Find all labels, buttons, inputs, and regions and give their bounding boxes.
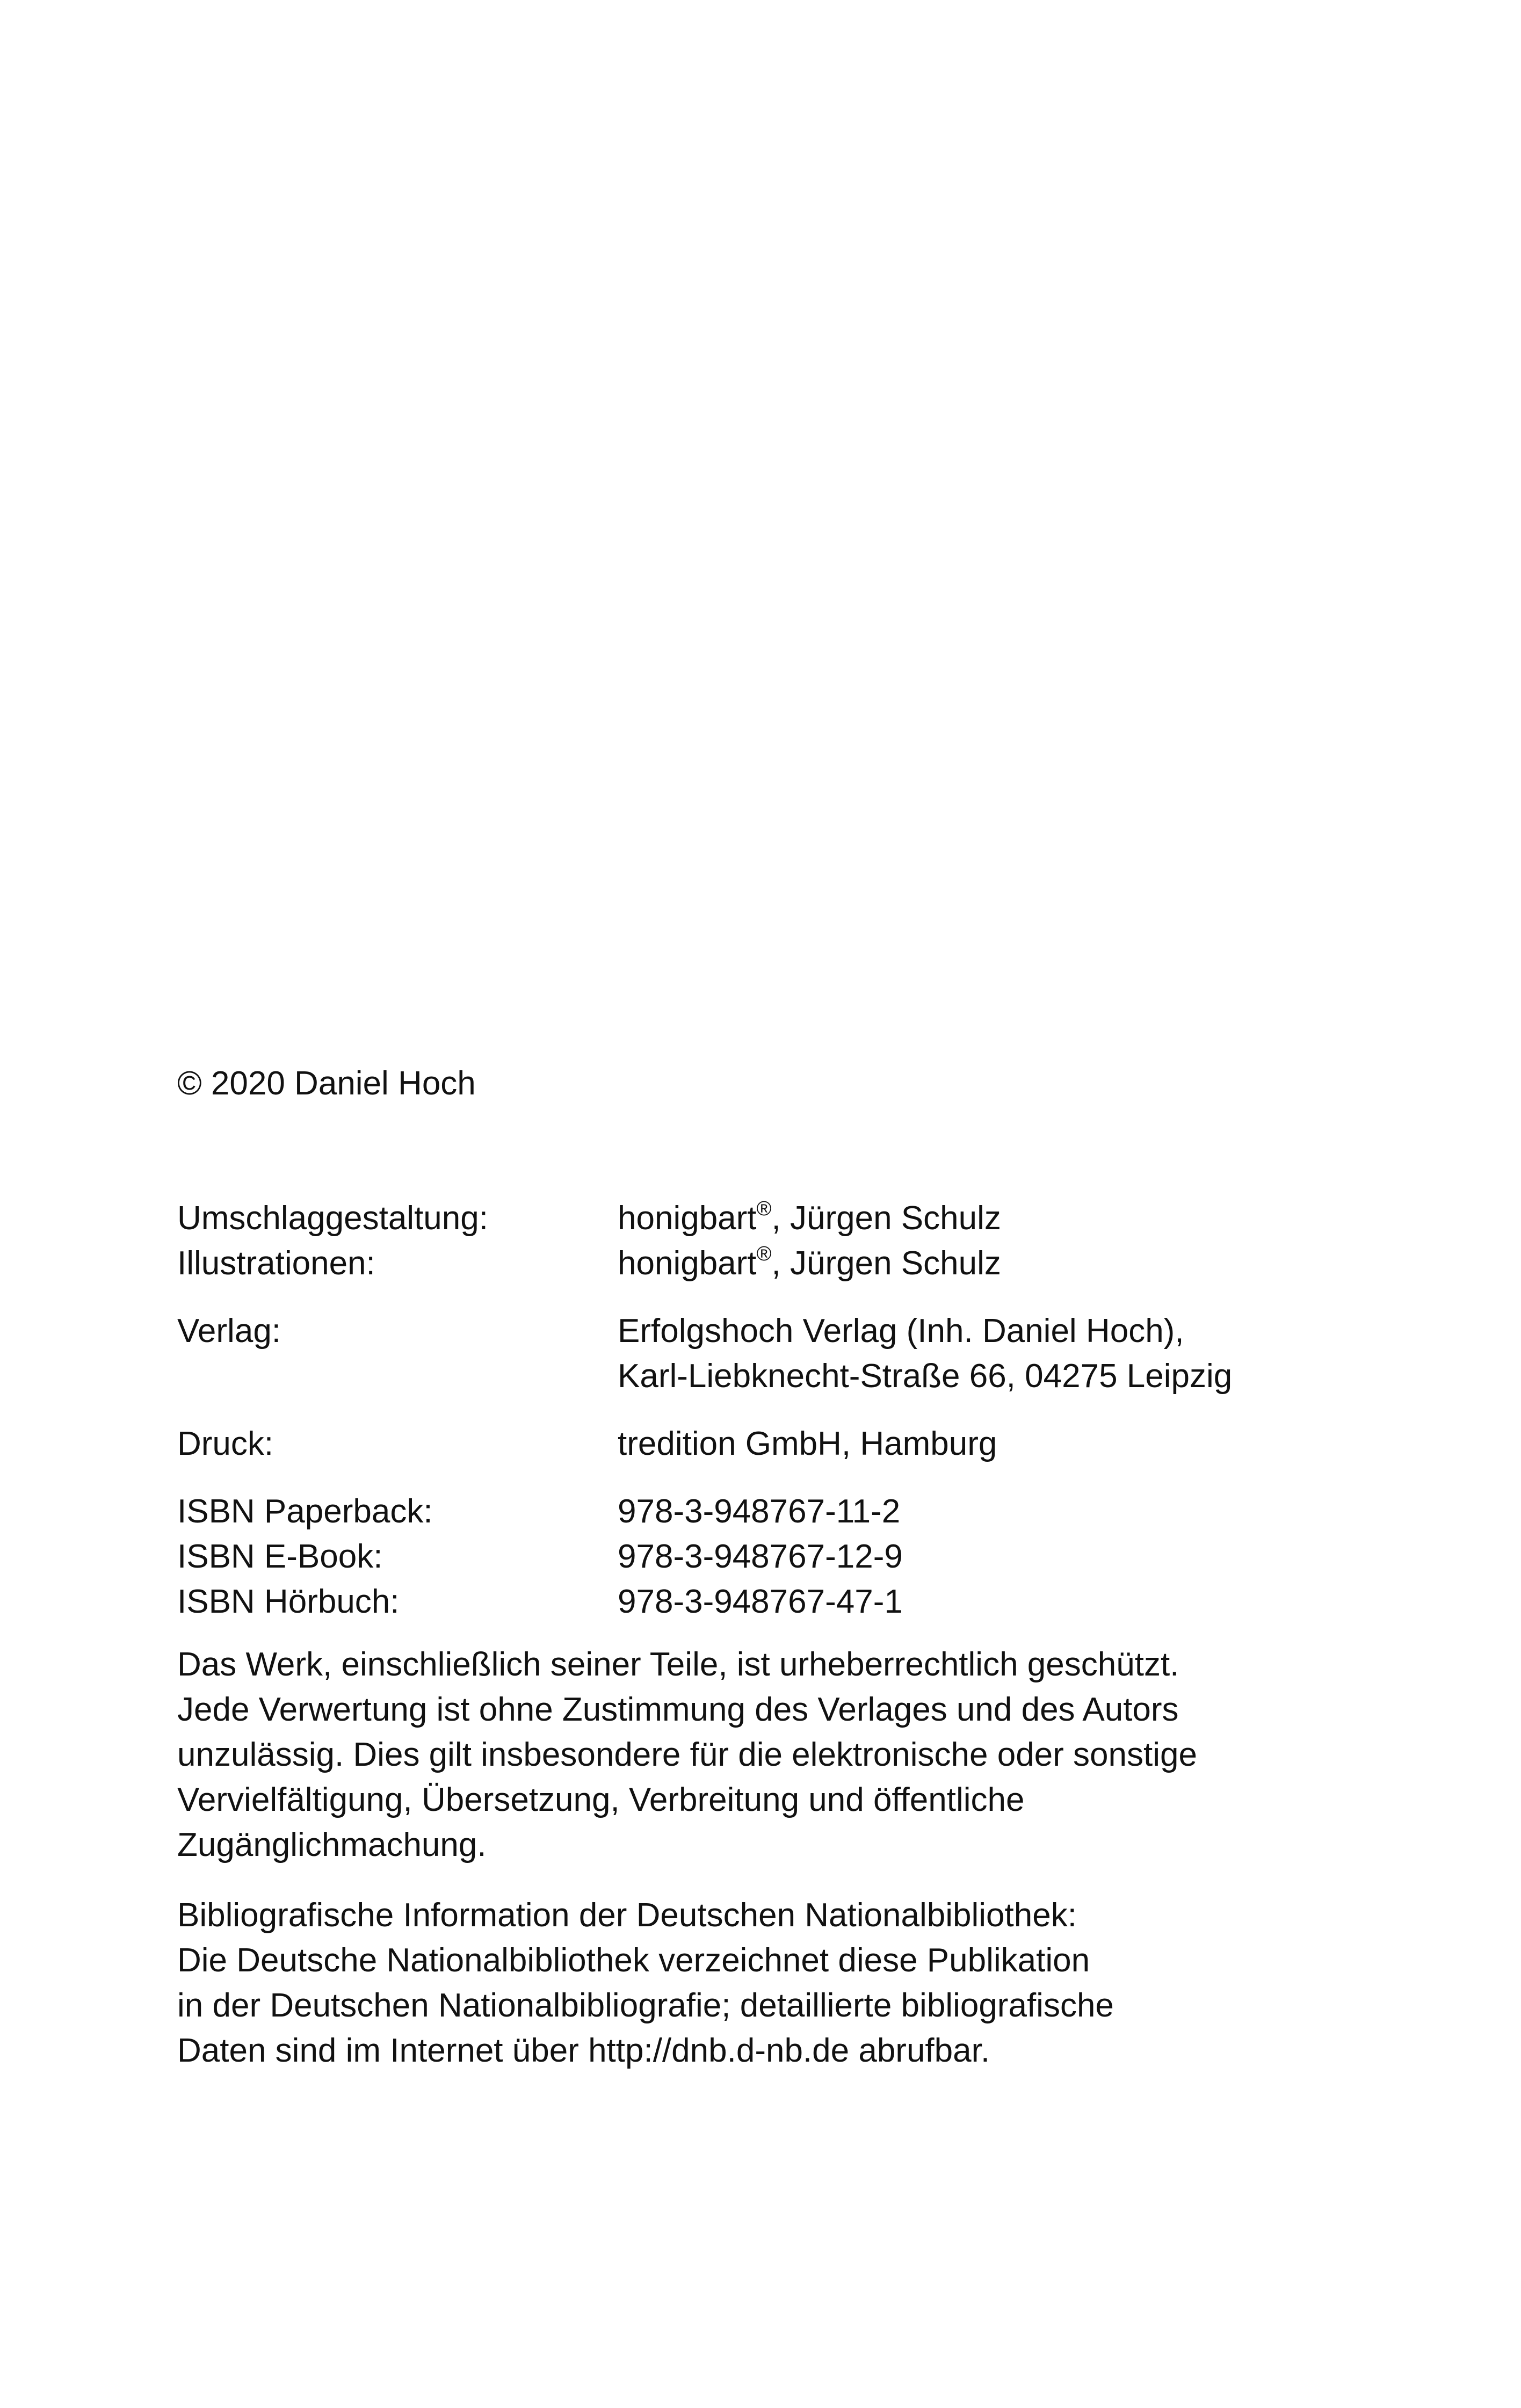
credit-row-print (177, 1421, 1386, 1467)
credits-table (177, 1196, 1386, 1624)
credit-row-isbn-paperback (177, 1489, 1386, 1534)
bibliographic-information: Bibliografische Information der Deutschen Nationalbibliothek: Die Deutsche Nationalbibliothek verzeichnet diese Publikation in der Deutschen Nationalbibliografie; detaillierte bibliografische Daten sind im Internet über http://dnb.d-nb.de abrufbar. (177, 1897, 1114, 2069)
copyright-notice: © 2020 Daniel Hoch (177, 1065, 476, 1102)
isbn-audiobook-label: ISBN Hörbuch: (177, 1583, 400, 1620)
designer-name: , Jürgen Schulz (771, 1200, 1001, 1237)
publisher-address: Karl-Liebknecht-Straße 66, 04275 Leipzig (618, 1358, 1233, 1395)
brand-name: honigbart (618, 1245, 757, 1282)
isbn-paperback-value: 978-3-948767-11-2 (618, 1493, 901, 1530)
publisher-value (618, 1309, 1232, 1399)
illustrations-label: Illustrationen: (177, 1245, 375, 1282)
cover-design-label: Umschlaggestaltung: (177, 1200, 488, 1237)
isbn-audiobook-value: 978-3-948767-47-1 (618, 1583, 903, 1620)
credit-row-cover (177, 1196, 1386, 1241)
illustrator-name: , Jürgen Schulz (771, 1245, 1001, 1282)
credit-row-isbn-audiobook (177, 1579, 1386, 1624)
credit-row-isbn-ebook (177, 1534, 1386, 1579)
print-value: tredition GmbH, Hamburg (618, 1425, 997, 1462)
illustrations-value (618, 1241, 1001, 1286)
publisher-label: Verlag: (177, 1312, 281, 1350)
isbn-ebook-value: 978-3-948767-12-9 (618, 1538, 903, 1575)
copyright-legal-text: Das Werk, einschließlich seiner Teile, ist urheberrechtlich geschützt. Jede Verwertung ist ohne Zustimmung des Verlages und des Autors unzulässig. Dies gilt insbesondere für die elektronische oder sonstige Vervielfältigung, Übersetzung, Verbreitung und öffentliche Zugänglichmachung. (177, 1646, 1197, 1863)
cover-design-value (618, 1196, 1001, 1241)
registered-mark: ® (756, 1198, 772, 1220)
credit-row-publisher (177, 1309, 1386, 1399)
credit-row-illustrations (177, 1241, 1386, 1286)
isbn-paperback-label: ISBN Paperback: (177, 1493, 433, 1530)
registered-mark: ® (756, 1243, 772, 1265)
print-label: Druck: (177, 1425, 274, 1462)
brand-name: honigbart (618, 1200, 757, 1237)
publisher-name: Erfolgshoch Verlag (Inh. Daniel Hoch), (618, 1312, 1184, 1350)
isbn-ebook-label: ISBN E-Book: (177, 1538, 383, 1575)
